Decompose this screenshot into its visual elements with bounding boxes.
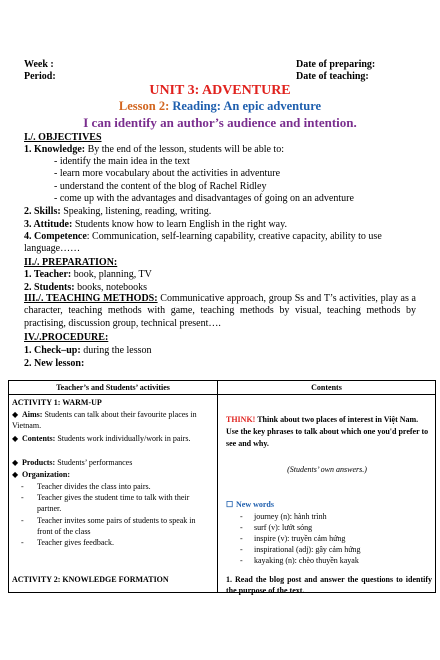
activities-table [8,380,436,593]
date-preparing-label: Date of preparing: [296,59,376,70]
activity-1-heading: ACTIVITY 1: WARM-UP [12,398,102,407]
new-word-item: - surf (v): lướt sóng [240,523,313,532]
lesson-title [0,99,440,114]
lesson-prefix: Lesson 2: [118,99,170,113]
checkup-text: during the lesson [80,345,152,356]
checkup-label: 1. Check–up: [24,345,81,356]
aims-text: Students can talk about their favourite places in Vietnam. [12,410,197,430]
contents-text: Students work individually/work in pairs. [55,434,191,443]
products-text: Students’ performances [55,458,133,467]
task-1-instruction: 1. Read the blog post and answer the questions to identify the purpose of the text. [226,575,432,595]
products-line [12,457,132,468]
checkup-line [24,344,152,357]
think-prompt [226,414,432,450]
lesson-objective-line: I can identify an author’s audience and intention. [83,115,357,130]
new-word-item: - journey (n): hành trình [240,512,327,521]
dash-bullet: - [240,512,243,521]
organization-label: Organization: [22,470,70,479]
skills-label: 2. Skills: [24,206,61,217]
products-label: Products: [22,458,56,467]
dash-bullet: - [240,556,243,565]
contents-line [12,433,212,444]
diamond-bullet-icon: ◆ [12,434,19,443]
students-prep-text: books, notebooks [74,282,148,293]
week-label: Week : [24,59,54,70]
students-prep-label: 2. Students: [24,282,75,293]
think-label: THINK! [226,415,256,424]
methods-heading: III./. TEACHING METHODS: [24,293,158,304]
lesson-reading-title: Reading: An epic adventure [172,99,322,113]
contents-label: Contents: [22,434,56,443]
column-header-activities: Teacher’s and Students’ activities [9,381,218,395]
methods-text: Communicative approach, group Ss and T’s activities, play as a character, teaching methods with game, teaching methods by visual, teaching methods by practising, discussion group, technical present…. [24,293,416,329]
dash-bullet: - [21,538,24,547]
organization-item: - Teacher gives feedback. [21,538,114,547]
organization-item: - Teacher gives the student time to talk with their partner. [21,493,190,513]
dash-bullet: - [21,493,24,502]
dash-bullet: - [240,534,243,543]
think-text: Think about two places of interest in Việt Nam. Use the key phrases to talk about which one you'd prefer to see and why. [226,415,429,448]
new-word-item: - inspirational (adj): gây cảm hứng [240,545,361,554]
diamond-bullet-icon: ◆ [12,410,19,419]
period-label: Period: [24,71,56,82]
dash-bullet: - [240,523,243,532]
objective-item: - identify the main idea in the text [54,156,190,167]
procedure-heading: IV./.PROCEDURE: [24,332,109,343]
activities-cell [9,395,218,593]
competence-text: : Communication, self-learning capability, creative capacity, ability to use language…… [24,231,382,255]
new-word-item: - inspire (v): truyền cảm hứng [240,534,346,543]
objective-item: - understand the content of the blog of Rachel Ridley [54,181,267,192]
skills-text: Speaking, listening, reading, writing. [60,206,212,217]
checkbox-icon: ☐ [226,500,234,509]
date-teaching-label: Date of teaching: [296,71,369,82]
attitude-text: Students know how to learn English in the right way. [72,219,287,230]
students-answers-note: (Students’ own answers.) [287,465,367,474]
new-words-label: New words [236,500,274,509]
organization-line [12,469,70,480]
objectives-heading: I./. OBJECTIVES [24,132,102,143]
teacher-prep-line [24,268,152,281]
skills-line [24,205,211,218]
diamond-bullet-icon: ◆ [12,470,19,479]
competence-paragraph [24,231,416,256]
teacher-prep-text: book, planning, TV [71,269,152,280]
methods-paragraph [24,293,416,330]
competence-label: 4. Competence [24,231,87,242]
objective-item: - learn more vocabulary about the activities in adventure [54,168,281,179]
attitude-label: 3. Attitude: [24,219,73,230]
objective-item: - come up with the advantages and disadvantages of going on an adventure [54,193,354,204]
activity-2-heading: ACTIVITY 2: KNOWLEDGE FORMATION [12,575,169,584]
preparation-heading: II./. PREPARATION: [24,257,118,268]
organization-item: - Teacher divides the class into pairs. [21,482,151,491]
diamond-bullet-icon: ◆ [12,458,19,467]
contents-cell [218,395,436,593]
aims-label: Aims: [22,410,43,419]
unit-title: UNIT 3: ADVENTURE [149,83,291,98]
new-lesson-label: 2. New lesson: [24,358,85,369]
column-header-contents: Contents [218,381,436,395]
aims-line [12,409,212,431]
new-words-heading [226,499,274,510]
dash-bullet: - [240,545,243,554]
knowledge-text: By the end of the lesson, students will be able to: [85,144,284,155]
attitude-line [24,218,287,231]
dash-bullet: - [21,482,24,491]
knowledge-label: 1. Knowledge: [24,144,86,155]
organization-item: - Teacher invites some pairs of students to speak in front of the class [21,516,196,536]
new-word-item: - kayaking (n): chèo thuyền kayak [240,556,359,565]
teacher-prep-label: 1. Teacher: [24,269,72,280]
dash-bullet: - [21,516,24,525]
